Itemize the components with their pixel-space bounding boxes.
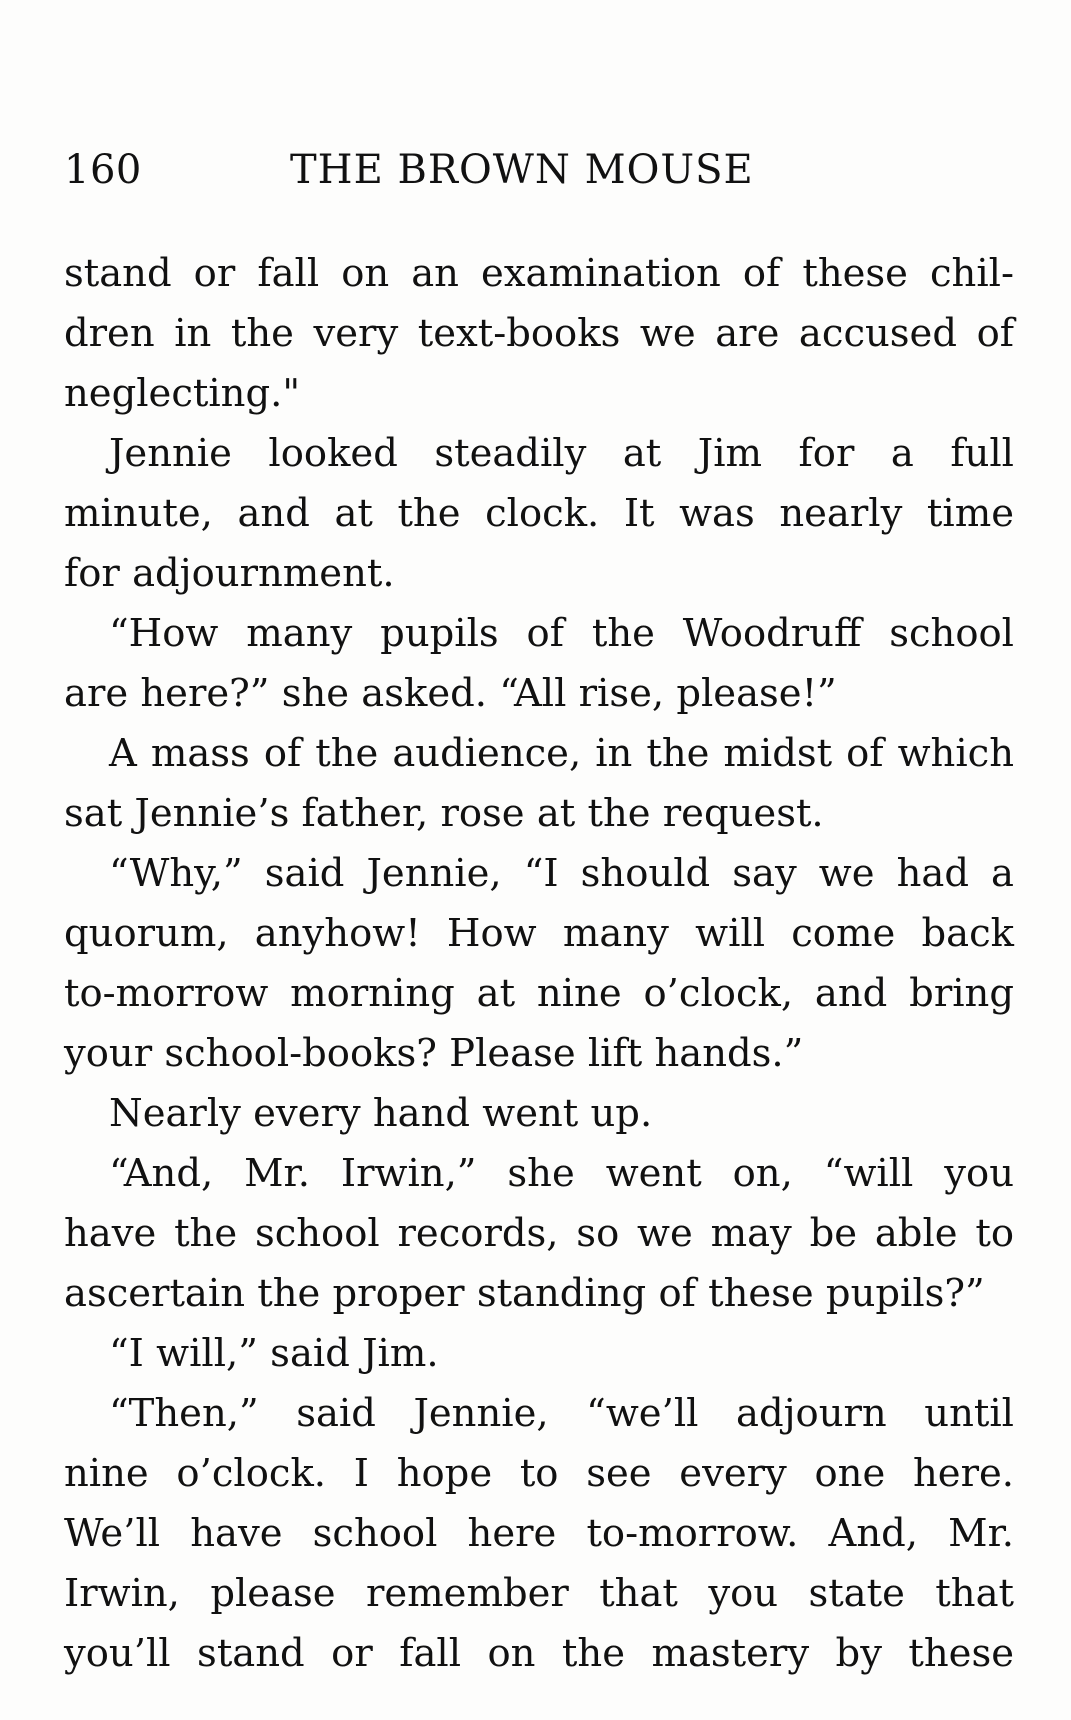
text-line: Irwin, please remember that you state that (64, 1571, 1014, 1616)
text-line: dren in the very text-books we are accused of (64, 311, 1014, 356)
text-line: “I will,” said Jim. (109, 1331, 439, 1376)
text-line: ascertain the proper standing of these pupils?” (64, 1271, 985, 1316)
book-title: THE BROWN MOUSE (290, 147, 754, 193)
text-line: We’ll have school here to-morrow. And, Mr. (64, 1511, 1014, 1556)
page-number: 160 (64, 147, 142, 193)
text-line: Jennie looked steadily at Jim for a full (109, 431, 1014, 476)
text-line: quorum, anyhow! How many will come back (64, 911, 1014, 956)
text-line: are here?” she asked. “All rise, please!” (64, 671, 837, 716)
text-line: Nearly every hand went up. (109, 1091, 653, 1136)
text-line: have the school records, so we may be able to (64, 1211, 1014, 1256)
text-line: “And, Mr. Irwin,” she went on, “will you (109, 1151, 1014, 1196)
text-line: you’ll stand or fall on the mastery by these (64, 1631, 1014, 1676)
text-line: nine o’clock. I hope to see every one here. (64, 1451, 1014, 1496)
running-head (64, 140, 1014, 200)
text-line: neglecting." (64, 371, 301, 416)
text-line: “Why,” said Jennie, “I should say we had a (109, 851, 1014, 896)
text-line: stand or fall on an examination of these chil- (64, 251, 1014, 296)
text-line: for adjournment. (64, 551, 395, 596)
body-text (64, 244, 1014, 1684)
text-line: sat Jennie’s father, rose at the request. (64, 791, 824, 836)
text-line: minute, and at the clock. It was nearly time (64, 491, 1014, 536)
text-line: to-morrow morning at nine o’clock, and bring (64, 971, 1014, 1016)
text-line: “Then,” said Jennie, “we’ll adjourn until (109, 1391, 1014, 1436)
text-line: A mass of the audience, in the midst of which (109, 731, 1014, 776)
text-line: your school-books? Please lift hands.” (64, 1031, 804, 1076)
text-line: “How many pupils of the Woodruff school (109, 611, 1014, 656)
